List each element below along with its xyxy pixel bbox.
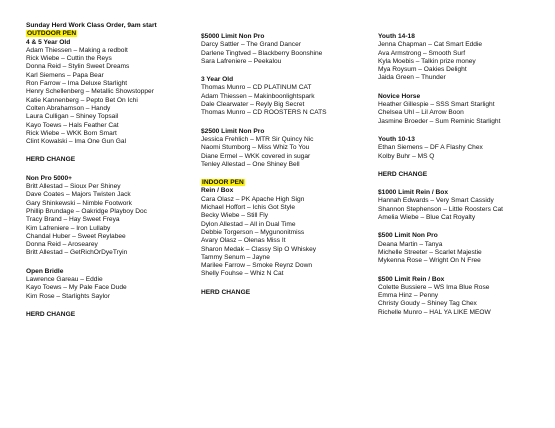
entry-line: Kim Rose – Starlights Saylor xyxy=(26,292,110,300)
entry-list xyxy=(378,241,548,266)
section-heading: 3 Year Old xyxy=(201,76,234,84)
section-youth-14-18 xyxy=(378,33,548,83)
entry-line: Marilee Farrow – Smoke Reynz Down xyxy=(201,262,313,270)
section-novice-horse xyxy=(378,93,548,126)
entry-line: Christy Goudy – Shiney Tag Chex xyxy=(378,300,477,308)
entry-line: Rick Wiebe – Cuttin the Reys xyxy=(26,55,112,63)
column-2 xyxy=(201,33,371,297)
entry-line: Richelle Munro – HAL YA LIKE MEOW xyxy=(378,308,491,316)
entry-list xyxy=(26,183,196,258)
entry-line: Henry Schellenberg – Metallic Showstopper xyxy=(26,88,154,96)
section-heading: Youth 14-18 xyxy=(378,33,415,40)
section-open-bridle xyxy=(26,268,196,301)
entry-line: Jenna Chapman – Cat Smart Eddie xyxy=(378,41,483,49)
entry-line: Debbie Torgerson – Mygunonitmiss xyxy=(201,228,305,236)
entry-list xyxy=(378,144,548,161)
indoor-pen-label xyxy=(201,179,371,187)
entry-list xyxy=(201,196,371,279)
entry-line: Britt Allestad – Sioux Per Shiney xyxy=(26,183,121,191)
entry-line: Tenley Allestad – One Shiney Bell xyxy=(201,160,300,168)
section-500-limit-non-pro xyxy=(378,232,548,265)
section-heading: Non Pro 5000+ xyxy=(26,174,72,182)
entry-line: Phillip Brundage – Oakridge Playboy Doc xyxy=(26,207,147,215)
entry-line: Shannon Stephenson – Little Roosters Cat xyxy=(378,205,503,213)
section-non-pro-5000 xyxy=(26,175,196,258)
entry-line: Britt Allestad – GetRichOrDyeTryin xyxy=(26,249,128,257)
entry-line: Tammy Senum – Jayne xyxy=(201,253,270,261)
entry-line: Laura Culligan – Shiney Topsail xyxy=(26,113,119,121)
entry-line: Karl Siemens – Papa Bear xyxy=(26,71,104,79)
entry-line: Ethan Siemens – DF A Flashy Chex xyxy=(378,144,483,152)
entry-line: Donna Reid – Stylin Sweet Dreams xyxy=(26,63,130,71)
section-youth-10-13 xyxy=(378,136,548,161)
entry-line: Gary Shinkewski – Nimble Footwork xyxy=(26,199,132,207)
entry-line: Naomi Stumborg – Miss Whiz To You xyxy=(201,144,310,152)
entry-line: Colten Abrahamson – Handy xyxy=(26,104,111,112)
entry-list xyxy=(201,41,371,66)
section-3-year-old xyxy=(201,76,371,117)
entry-line: Kolby Buhr – MS Q xyxy=(378,152,435,160)
column-1 xyxy=(26,22,196,319)
herd-change-label: HERD CHANGE xyxy=(201,288,251,296)
entry-line: Amelia Wiebe – Blue Cat Royalty xyxy=(378,214,476,222)
entry-line: Ava Armstrong – Smooth Surf xyxy=(378,49,466,57)
entry-line: Avary Olasz – Olenas Miss It xyxy=(201,237,286,245)
entry-line: Kyla Moebis – Talkin prize money xyxy=(378,57,476,65)
entry-line: Mya Roysum – Oakies Delight xyxy=(378,66,467,74)
entry-line: Thomas Munro – CD ROOSTERS N CATS xyxy=(201,109,327,117)
entry-line: Dale Clearwater – Reyly Big Secret xyxy=(201,101,305,109)
entry-line: Cara Olasz – PK Apache High Sign xyxy=(201,195,305,203)
entry-line: Kim Lafreniere – Iron Lullaby xyxy=(26,224,111,232)
entry-line: Chandal Huber – Sweet Reylabee xyxy=(26,232,126,240)
section-heading: $500 Limit Non Pro xyxy=(378,232,438,240)
section-heading: $500 Limit Rein / Box xyxy=(378,275,445,283)
section-500-limit-rein-box xyxy=(378,276,548,317)
entry-line: Mykenna Rose – Wright On N Free xyxy=(378,257,481,265)
indoor-pen-highlight: INDOOR PEN xyxy=(202,179,244,187)
herd-change-label: HERD CHANGE xyxy=(378,170,428,178)
entry-line: Thomas Munro – CD PLATINUM CAT xyxy=(201,84,312,92)
entry-list xyxy=(26,276,196,301)
entry-list xyxy=(201,136,371,169)
entry-line: Clint Kowalski – Ima One Gun Gal xyxy=(26,138,127,146)
section-indoor-pen xyxy=(201,179,371,279)
entry-line: Colette Bussiere – WS Ima Blue Rose xyxy=(378,283,490,291)
entry-line: Sara Lafreniere – Peekalou xyxy=(201,57,282,65)
section-heading: Rein / Box xyxy=(201,187,234,195)
document-title: Sunday Herd Work Class Order, 9am start xyxy=(26,22,157,29)
section-1000-limit-rein-box xyxy=(378,189,548,222)
section-heading: $1000 Limit Rein / Box xyxy=(378,189,448,197)
entry-line: Ron Farrow – Ima Deluxe Starlight xyxy=(26,80,128,88)
entry-line: Sharon Medak – Classy Sip O Whiskey xyxy=(201,245,317,253)
entry-line: Jessica Frehlich – MTR Sir Quincy Nic xyxy=(201,135,314,143)
entry-line: Becky Wiebe – Still Fly xyxy=(201,212,269,220)
entry-line: Michelle Streeter – Scarlet Majestie xyxy=(378,248,482,256)
entry-list xyxy=(201,84,371,117)
section-heading: 4 & 5 Year Old xyxy=(26,38,71,46)
entry-line: Chelsea Uhl – Lil Arrow Boon xyxy=(378,109,464,117)
entry-list xyxy=(378,41,548,82)
entry-line: Rick Wiebe – WKK Born Smart xyxy=(26,129,117,137)
entry-line: Kayo Toews – My Pale Face Dude xyxy=(26,284,127,292)
entry-line: Lawrence Gareau – Eddie xyxy=(26,276,103,284)
outdoor-pen-label xyxy=(26,30,196,38)
column-3 xyxy=(378,33,548,317)
herd-change-label: HERD CHANGE xyxy=(26,310,76,318)
section-heading: $2500 Limit Non Pro xyxy=(201,127,265,135)
entry-line: Deana Martin – Tanya xyxy=(378,240,443,248)
section-heading: Novice Horse xyxy=(378,92,421,100)
entry-line: Diane Ermel – WKK covered in sugar xyxy=(201,152,311,160)
entry-line: Heather Gillespie – SSS Smart Starlight xyxy=(378,101,495,109)
entry-line: Michael Hoffort – Ichis Got Style xyxy=(201,204,296,212)
section-2500-limit-non-pro xyxy=(201,128,371,169)
entry-list xyxy=(378,197,548,222)
herd-change-label: HERD CHANGE xyxy=(26,156,76,164)
section-heading: Open Bridle xyxy=(26,267,64,275)
section-5000-limit-non-pro xyxy=(201,33,371,66)
entry-list xyxy=(26,47,196,147)
entry-line: Emma Hinz – Penny xyxy=(378,292,439,300)
entry-line: Jasmine Broeder – Sum Reminic Starlight xyxy=(378,117,501,125)
section-heading: Youth 10-13 xyxy=(378,135,415,143)
entry-line: Jaida Green – Thunder xyxy=(378,74,446,82)
section-heading: $5000 Limit Non Pro xyxy=(201,33,265,40)
entry-line: Hannah Edwards – Very Smart Cassidy xyxy=(378,197,494,205)
entry-line: Shelly Fouhse – Whiz N Cat xyxy=(201,270,284,278)
entry-list xyxy=(378,101,548,126)
entry-list xyxy=(378,284,548,317)
entry-line: Dave Coates – Majors Twisten Jack xyxy=(26,191,131,199)
entry-line: Tracy Brand – Hay Sweet Freya xyxy=(26,216,120,224)
entry-line: Adam Thiessen – Making a redbolt xyxy=(26,46,128,54)
section-4-5-year-old xyxy=(26,39,196,147)
entry-line: Katie Kannenberg – Pepto Bet On Ichi xyxy=(26,96,138,104)
entry-line: Adam Thiessen – Makinboonlightspark xyxy=(201,92,315,100)
entry-line: Darcy Sattler – The Grand Dancer xyxy=(201,41,301,49)
entry-line: Darlene Tingtved – Blackberry Boonshine xyxy=(201,49,323,57)
entry-line: Donna Reid – Arosearey xyxy=(26,241,98,249)
outdoor-pen-highlight: OUTDOOR PEN xyxy=(27,30,77,38)
entry-line: Kayo Toews – Hals Feather Cat xyxy=(26,121,119,129)
entry-line: Dylon Allestad – All in Dual Time xyxy=(201,220,296,228)
